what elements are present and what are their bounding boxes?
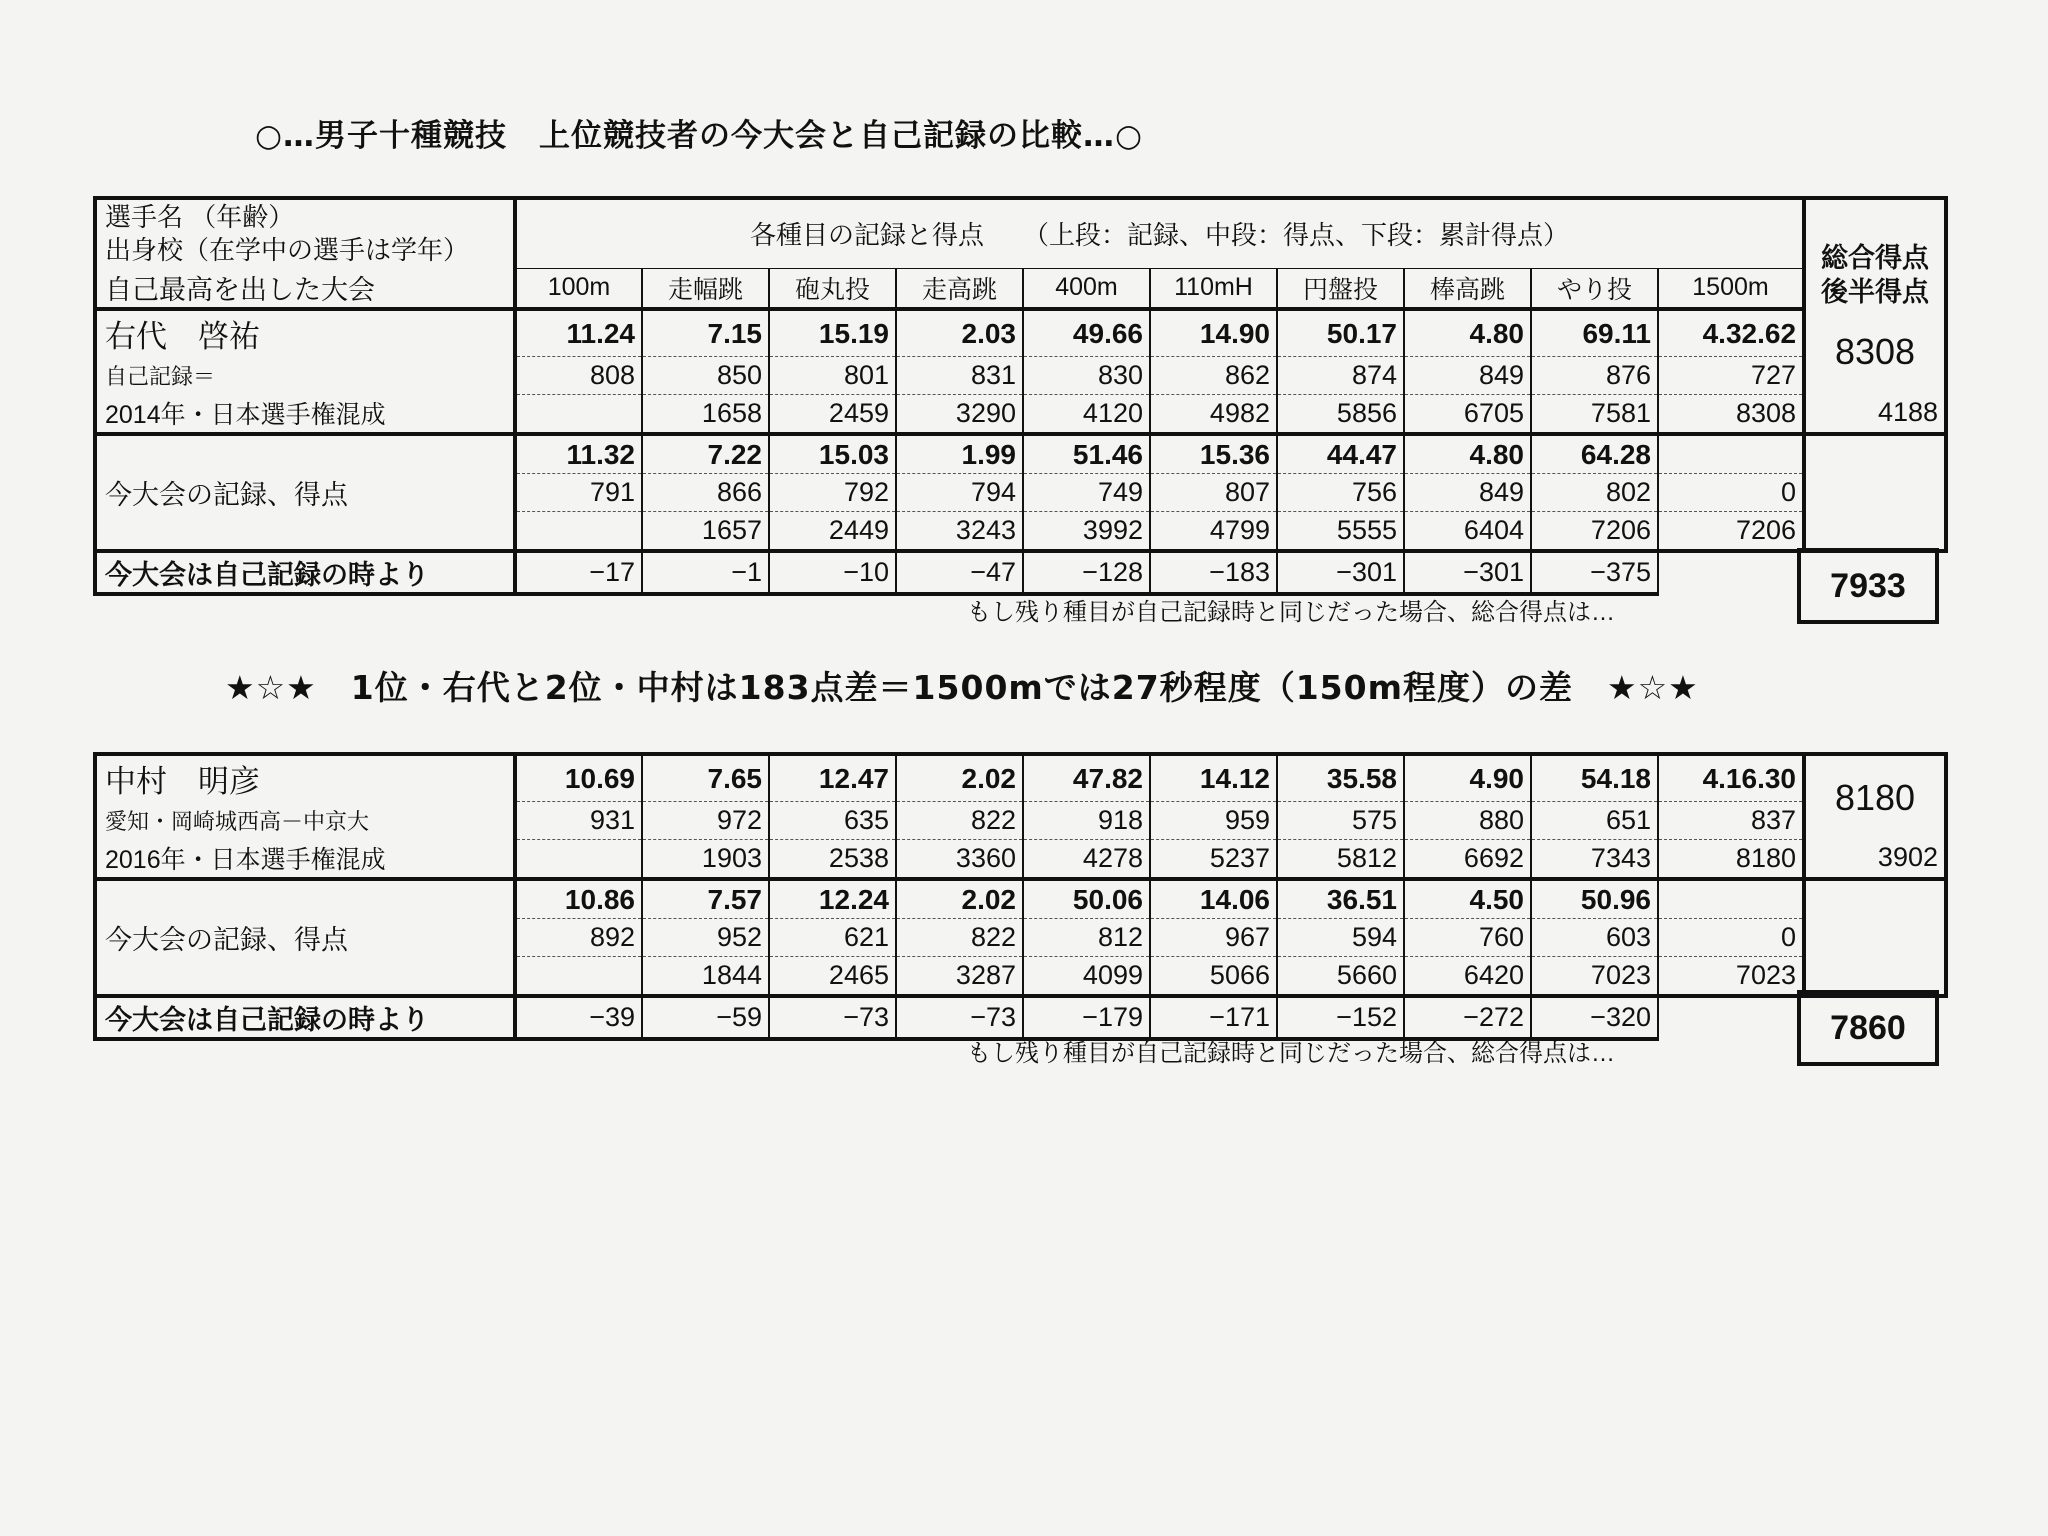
points-cell: 2449 (769, 511, 896, 551)
difference-label: 今大会は自己記録の時より (95, 551, 515, 594)
points-cell: 8180 (1658, 839, 1804, 879)
points-cell: 1657 (642, 511, 769, 551)
points-cell (515, 839, 642, 879)
mark-cell: 50.06 (1023, 879, 1150, 919)
mark-cell: 2.03 (896, 309, 1023, 356)
points-cell: 849 (1404, 473, 1531, 511)
total-header (1804, 198, 1946, 309)
points-cell: 967 (1150, 918, 1277, 956)
difference-cell: −17 (515, 551, 642, 594)
athlete-name: 中村 明彦 (95, 754, 515, 801)
points-cell: 8308 (1658, 394, 1804, 434)
points-cell: 5856 (1277, 394, 1404, 434)
difference-cell: −301 (1277, 551, 1404, 594)
mark-cell: 4.80 (1404, 434, 1531, 474)
points-cell: 792 (769, 473, 896, 511)
mark-cell: 51.46 (1023, 434, 1150, 474)
difference-cell: −375 (1531, 551, 1658, 594)
points-cell: 830 (1023, 356, 1150, 394)
points-cell: 5660 (1277, 956, 1404, 996)
projected-total-1: 7933 (1797, 548, 1939, 624)
points-cell: 594 (1277, 918, 1404, 956)
points-cell: 2465 (769, 956, 896, 996)
mark-cell: 11.24 (515, 309, 642, 356)
difference-cell: −272 (1404, 996, 1531, 1039)
mark-cell: 47.82 (1023, 754, 1150, 801)
event-header: 100m (515, 268, 642, 309)
second-half-label: 後半得点 (1821, 277, 1930, 307)
mark-cell: 10.86 (515, 879, 642, 919)
points-cell: 802 (1531, 473, 1658, 511)
mark-cell: 64.28 (1531, 434, 1658, 474)
mark-cell: 14.12 (1150, 754, 1277, 801)
points-cell: 651 (1531, 801, 1658, 839)
points-cell: 4799 (1150, 511, 1277, 551)
difference-cell: −47 (896, 551, 1023, 594)
mark-cell: 49.66 (1023, 309, 1150, 356)
points-cell: 3287 (896, 956, 1023, 996)
points-cell: 7581 (1531, 394, 1658, 434)
header-label-line2: 出身校（在学中の選手は学年） (105, 235, 470, 265)
athlete-info: 2014年・日本選手権混成 (95, 394, 515, 434)
total-score: 8308 (1804, 309, 1946, 394)
projection-note: もし残り種目が自己記録時と同じだった場合、総合得点は… (967, 599, 1615, 626)
mark-cell: 14.90 (1150, 309, 1277, 356)
table-row (95, 551, 1946, 594)
points-cell: 7343 (1531, 839, 1658, 879)
total-empty (1804, 879, 1946, 996)
total-label: 総合得点 (1821, 243, 1930, 273)
event-header: 110mH (1150, 268, 1277, 309)
points-cell (515, 511, 642, 551)
athlete-info: 愛知・岡崎城西高－中京大 (95, 801, 515, 839)
points-cell: 1903 (642, 839, 769, 879)
athlete-table-1 (93, 196, 1948, 596)
points-cell: 849 (1404, 356, 1531, 394)
points-cell: 850 (642, 356, 769, 394)
points-cell: 3243 (896, 511, 1023, 551)
points-cell: 4099 (1023, 956, 1150, 996)
this-meet-label: 今大会の記録、得点 (95, 434, 515, 551)
points-cell: 7023 (1531, 956, 1658, 996)
mark-cell: 15.36 (1150, 434, 1277, 474)
points-cell: 822 (896, 918, 1023, 956)
total-empty (1804, 434, 1946, 551)
difference-cell: −152 (1277, 996, 1404, 1039)
points-cell: 1844 (642, 956, 769, 996)
athlete-info: 2016年・日本選手権混成 (95, 839, 515, 879)
points-cell: 5237 (1150, 839, 1277, 879)
points-cell: 621 (769, 918, 896, 956)
points-cell: 5812 (1277, 839, 1404, 879)
points-cell: 892 (515, 918, 642, 956)
second-half-score: 4188 (1804, 394, 1946, 434)
mark-cell: 7.22 (642, 434, 769, 474)
difference-cell: −59 (642, 996, 769, 1039)
points-cell: 6420 (1404, 956, 1531, 996)
difference-cell: −73 (896, 996, 1023, 1039)
mark-cell: 4.50 (1404, 879, 1531, 919)
mark-cell: 12.24 (769, 879, 896, 919)
points-cell: 760 (1404, 918, 1531, 956)
points-cell: 6692 (1404, 839, 1531, 879)
mark-cell: 4.80 (1404, 309, 1531, 356)
total-score: 8180 (1804, 754, 1946, 839)
mark-cell: 4.90 (1404, 754, 1531, 801)
mark-cell: 4.32.62 (1658, 309, 1804, 356)
mark-cell: 11.32 (515, 434, 642, 474)
points-cell: 727 (1658, 356, 1804, 394)
mark-cell: 50.96 (1531, 879, 1658, 919)
projection-note: もし残り種目が自己記録時と同じだった場合、総合得点は… (967, 1040, 1615, 1067)
mark-cell: 69.11 (1531, 309, 1658, 356)
header-caption: 各種目の記録と得点 （上段：記録、中段：得点、下段：累計得点） (515, 198, 1804, 268)
headline: ★☆★ 1位・右代と2位・中村は183点差＝1500mでは27秒程度（150m程度）の差 ★☆★ (225, 668, 1699, 707)
difference-cell: −128 (1023, 551, 1150, 594)
points-cell: 931 (515, 801, 642, 839)
points-cell: 812 (1023, 918, 1150, 956)
points-cell: 5555 (1277, 511, 1404, 551)
athlete-info: 自己記録＝ (95, 356, 515, 394)
header-label-line3: 自己最高を出した大会 (95, 268, 515, 309)
points-cell: 7023 (1658, 956, 1804, 996)
points-cell: 4278 (1023, 839, 1150, 879)
second-half-score: 3902 (1804, 839, 1946, 879)
points-cell: 6705 (1404, 394, 1531, 434)
mark-cell: 50.17 (1277, 309, 1404, 356)
page-title: ○…男子十種競技 上位競技者の今大会と自己記録の比較…○ (255, 118, 1144, 154)
points-cell: 808 (515, 356, 642, 394)
difference-cell: −73 (769, 996, 896, 1039)
difference-cell: −320 (1531, 996, 1658, 1039)
mark-cell: 36.51 (1277, 879, 1404, 919)
mark-cell: 44.47 (1277, 434, 1404, 474)
difference-cell: −1 (642, 551, 769, 594)
mark-cell: 14.06 (1150, 879, 1277, 919)
mark-cell: 4.16.30 (1658, 754, 1804, 801)
points-cell: 2459 (769, 394, 896, 434)
points-cell: 874 (1277, 356, 1404, 394)
points-cell: 4982 (1150, 394, 1277, 434)
event-header: 走高跳 (896, 268, 1023, 309)
mark-cell (1658, 434, 1804, 474)
points-cell: 756 (1277, 473, 1404, 511)
this-meet-label: 今大会の記録、得点 (95, 879, 515, 996)
points-cell: 876 (1531, 356, 1658, 394)
points-cell: 7206 (1531, 511, 1658, 551)
mark-cell: 12.47 (769, 754, 896, 801)
points-cell: 807 (1150, 473, 1277, 511)
event-header: 走幅跳 (642, 268, 769, 309)
mark-cell: 7.15 (642, 309, 769, 356)
points-cell: 1658 (642, 394, 769, 434)
difference-cell: −179 (1023, 996, 1150, 1039)
points-cell: 791 (515, 473, 642, 511)
mark-cell: 2.02 (896, 879, 1023, 919)
mark-cell: 2.02 (896, 754, 1023, 801)
mark-cell: 1.99 (896, 434, 1023, 474)
points-cell: 880 (1404, 801, 1531, 839)
athlete-table-2 (93, 752, 1948, 1041)
points-cell: 0 (1658, 473, 1804, 511)
difference-cell: −10 (769, 551, 896, 594)
points-cell: 862 (1150, 356, 1277, 394)
table-row (95, 801, 1946, 839)
mark-cell: 54.18 (1531, 754, 1658, 801)
header-label-line1: 選手名 （年齢） (105, 202, 295, 232)
table-row (95, 434, 1946, 474)
points-cell: 7206 (1658, 511, 1804, 551)
difference-cell: −301 (1404, 551, 1531, 594)
points-cell: 603 (1531, 918, 1658, 956)
difference-cell: −183 (1150, 551, 1277, 594)
points-cell: 866 (642, 473, 769, 511)
mark-cell: 15.19 (769, 309, 896, 356)
points-cell: 831 (896, 356, 1023, 394)
mark-cell: 7.65 (642, 754, 769, 801)
points-cell: 972 (642, 801, 769, 839)
event-header: 円盤投 (1277, 268, 1404, 309)
points-cell: 959 (1150, 801, 1277, 839)
athlete-name: 右代 啓祐 (95, 309, 515, 356)
points-cell: 918 (1023, 801, 1150, 839)
points-cell: 6404 (1404, 511, 1531, 551)
difference-cell: −171 (1150, 996, 1277, 1039)
mark-cell: 15.03 (769, 434, 896, 474)
mark-cell: 7.57 (642, 879, 769, 919)
table-row (95, 879, 1946, 919)
points-cell: 4120 (1023, 394, 1150, 434)
points-cell: 5066 (1150, 956, 1277, 996)
points-cell: 635 (769, 801, 896, 839)
points-cell: 3290 (896, 394, 1023, 434)
table-row (95, 309, 1946, 356)
mark-cell (1658, 879, 1804, 919)
points-cell: 952 (642, 918, 769, 956)
event-header: 砲丸投 (769, 268, 896, 309)
difference-cell (1658, 551, 1804, 594)
difference-label: 今大会は自己記録の時より (95, 996, 515, 1039)
points-cell: 3360 (896, 839, 1023, 879)
points-cell (515, 956, 642, 996)
table-row (95, 356, 1946, 394)
points-cell: 3992 (1023, 511, 1150, 551)
points-cell: 575 (1277, 801, 1404, 839)
points-cell (515, 394, 642, 434)
difference-cell (1658, 996, 1804, 1039)
points-cell: 801 (769, 356, 896, 394)
points-cell: 822 (896, 801, 1023, 839)
points-cell: 794 (896, 473, 1023, 511)
table-row (95, 394, 1946, 434)
points-cell: 0 (1658, 918, 1804, 956)
table-row (95, 754, 1946, 801)
difference-cell: −39 (515, 996, 642, 1039)
event-header: 400m (1023, 268, 1150, 309)
points-cell: 837 (1658, 801, 1804, 839)
table-row (95, 839, 1946, 879)
mark-cell: 35.58 (1277, 754, 1404, 801)
points-cell: 2538 (769, 839, 896, 879)
event-header: 棒高跳 (1404, 268, 1531, 309)
event-header: 1500m (1658, 268, 1804, 309)
projected-total-2: 7860 (1797, 990, 1939, 1066)
header-label (95, 198, 515, 268)
points-cell: 749 (1023, 473, 1150, 511)
mark-cell: 10.69 (515, 754, 642, 801)
event-header: やり投 (1531, 268, 1658, 309)
